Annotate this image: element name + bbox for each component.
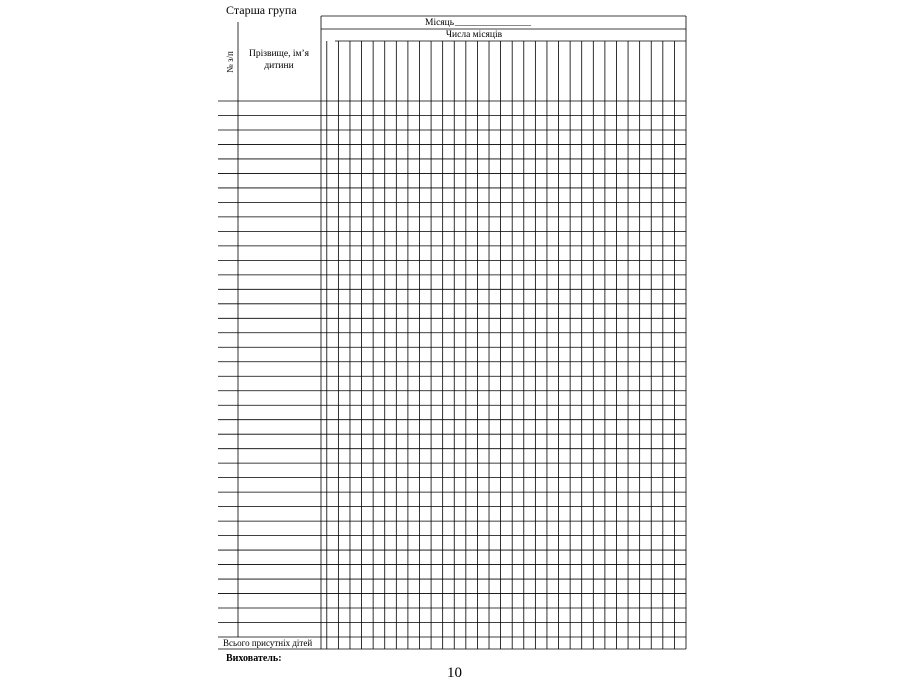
total-row-label: Всього присутніх дітей: [223, 638, 313, 648]
col-number-header: № з/п: [225, 51, 235, 73]
group-title: Старша група: [226, 3, 297, 17]
days-header: Числа місяців: [445, 30, 503, 40]
col-name-header-line1: Прізвище, ім’я: [248, 49, 310, 59]
month-blank: ________________: [455, 18, 531, 28]
col-name-header-line2: дитини: [264, 61, 294, 71]
table-grid: [218, 16, 686, 649]
page-number: 10: [447, 665, 462, 681]
teacher-signature-label: Вихователь:: [226, 653, 282, 664]
month-label: Місяць: [425, 18, 455, 28]
